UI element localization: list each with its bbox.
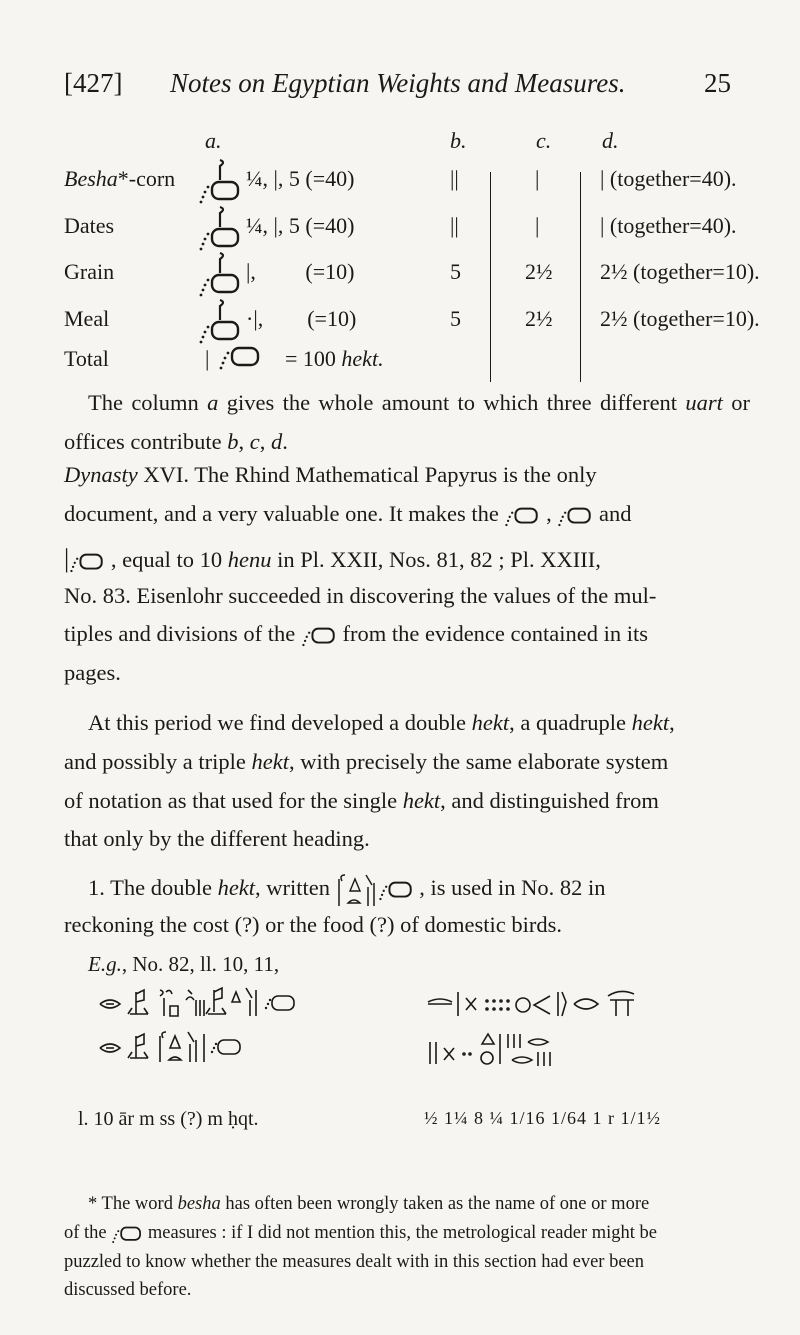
table-cell-d: 2½ (together=10).	[600, 306, 760, 331]
hekt-glyph-icon	[218, 344, 262, 370]
table-cell-a: ¼, |, 5 (=40)	[246, 166, 355, 191]
paragraph-line: Dynasty XVI. The Rhind Mathematical Papyrus is the only	[64, 462, 597, 487]
hekt-glyph-icon	[111, 1224, 143, 1244]
hekt-glyph-icon	[198, 205, 242, 251]
hekt-glyph-icon	[198, 158, 242, 204]
table-cell-a: ¼, |, 5 (=40)	[246, 213, 355, 238]
footnote-line: of the measures : if I did not mention this, the metrological reader might be	[64, 1223, 658, 1243]
paragraph-line: of notation as that used for the single hekt, and distinguished from	[64, 788, 659, 813]
hekt-glyph-icon	[504, 505, 540, 527]
stroke-glyph: |	[205, 346, 210, 371]
hekt-glyph-icon	[198, 251, 242, 297]
hekt-glyph-icon	[301, 625, 337, 647]
table-row-label: Dates	[64, 213, 115, 238]
paragraph-line: reckoning the cost (?) or the food (?) of domestic birds.	[64, 912, 562, 937]
hekt-glyph-icon	[198, 298, 242, 344]
paragraph-line: document, and a very valuable one. It makes the , and	[64, 501, 632, 526]
paragraph-line: 1. The double hekt, written , is used in No. 82 in	[88, 873, 606, 907]
page-number: 25	[704, 68, 731, 98]
paragraph-line: and possibly a triple hekt, with precisely the same elaborate system	[64, 749, 669, 774]
table-cell-d: 2½ (together=10).	[600, 259, 760, 284]
paragraph-line: tiples and divisions of the from the evidence contained in its	[64, 621, 649, 646]
hekt-glyph-icon	[378, 879, 414, 901]
footnote-line: * The word besha has often been wrongly taken as the name of one or more	[88, 1194, 650, 1214]
paragraph-line: pages.	[64, 660, 121, 685]
paragraph: The column a gives the whole amount to which three different uart or offices contribute b, c, d.	[64, 390, 751, 454]
table-cell-c: 2½	[525, 259, 553, 284]
col-head-b: b.	[450, 128, 467, 153]
numeral-notation-right	[424, 986, 744, 1086]
table-cell-d: | (together=40).	[600, 166, 737, 191]
column-rule	[580, 172, 581, 382]
table-cell-c: |	[535, 166, 540, 191]
table-row-label: Besha*-corn	[64, 166, 176, 191]
table-cell-b: ||	[450, 213, 459, 238]
page-ref: [427]	[64, 68, 123, 98]
table-cell-b: 5	[450, 259, 461, 284]
table-cell-a: |, (=10)	[246, 259, 355, 284]
footnote-line: discussed before.	[64, 1280, 192, 1300]
paragraph-line: that only by the different heading.	[64, 826, 370, 851]
example-caption: l. 10 ār m ss (?) m ḥqt.	[78, 1108, 259, 1130]
double-hekt-heading-icon	[336, 873, 378, 907]
paragraph-line: At this period we find developed a double hekt, a quadruple hekt,	[88, 710, 675, 735]
table-cell-d: | (together=40).	[600, 213, 737, 238]
col-head-a: a.	[205, 128, 222, 153]
footnote-line: puzzled to know whether the measures dealt with in this section had ever been	[64, 1252, 644, 1272]
table-row-label: Grain	[64, 259, 115, 284]
table-cell-b: ||	[450, 166, 459, 191]
table-cell-c: |	[535, 213, 540, 238]
total-label: Total	[64, 346, 109, 371]
hieroglyph-example-left	[96, 986, 351, 1086]
example-ref: E.g., No. 82, ll. 10, 11,	[88, 952, 280, 976]
hekt-glyph-icon	[557, 505, 593, 527]
column-rule	[490, 172, 491, 382]
paragraph-line: No. 83. Eisenlohr succeeded in discovering the values of the mul-	[64, 583, 657, 608]
total-value: = 100 hekt.	[285, 346, 384, 371]
hekt-glyph-icon	[69, 551, 105, 573]
fraction-row: ½ 1¼ 8 ¼ 1/16 1/64 1 r 1/1½	[424, 1108, 661, 1128]
running-title: Notes on Egyptian Weights and Measures.	[170, 68, 626, 98]
table-row-label: Meal	[64, 306, 110, 331]
table-cell-c: 2½	[525, 306, 553, 331]
col-head-c: c.	[536, 128, 552, 153]
table-cell-a: ·|, (=10)	[246, 306, 357, 331]
col-head-d: d.	[602, 128, 619, 153]
table-cell-b: 5	[450, 306, 461, 331]
paragraph-line: | , equal to 10 henu in Pl. XXII, Nos. 81, 82 ; Pl. XXIII,	[64, 544, 601, 573]
